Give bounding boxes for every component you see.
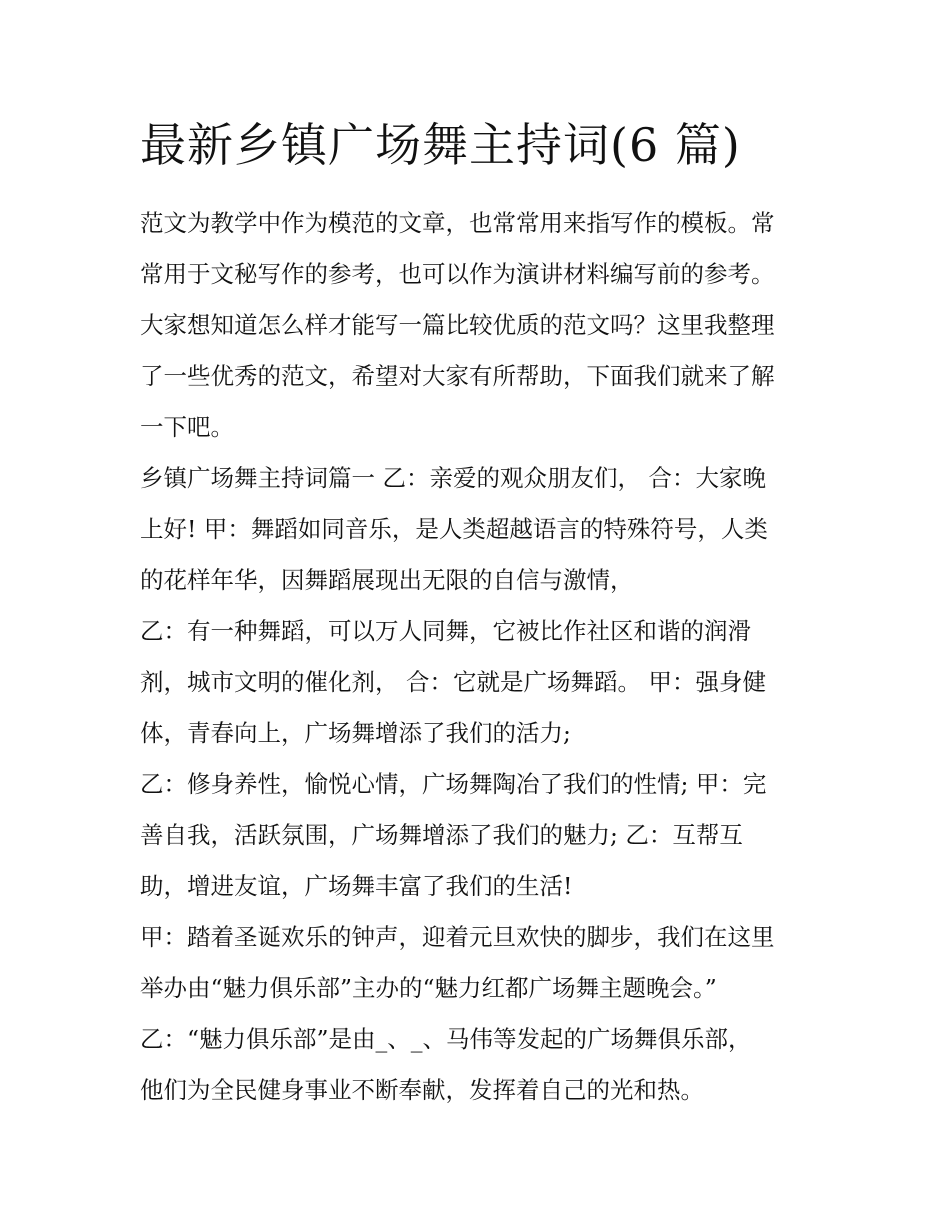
text-line: 他们为全民健身事业不断奉献，发挥着自己的光和热。	[140, 1076, 704, 1104]
paragraph-intro	[140, 198, 812, 453]
document-body	[140, 198, 812, 1116]
paragraph-benefits	[140, 759, 812, 912]
text-line: 乙：修身养性，愉悦心情，广场舞陶冶了我们的性情; 甲：完	[140, 770, 767, 798]
paragraph-opening	[140, 453, 812, 606]
text-line: 上好! 甲：舞蹈如同音乐，是人类超越语言的特殊符号，人类	[140, 515, 768, 543]
paragraph-dance-intro	[140, 606, 812, 759]
text-line: 常用于文秘写作的参考，也可以作为演讲材料编写前的参考。	[140, 260, 775, 288]
text-line: 善自我，活跃氛围，广场舞增添了我们的魅力; 乙：互帮互	[140, 821, 743, 849]
text-line: 一下吧。	[140, 413, 234, 441]
text-line: 乙：有一种舞蹈，可以万人同舞，它被比作社区和谐的润滑	[140, 617, 751, 645]
paragraph-event	[140, 912, 812, 1014]
text-line: 甲：踏着圣诞欢乐的钟声，迎着元旦欢快的脚步，我们在这里	[140, 923, 775, 951]
text-line: 体，青春向上，广场舞增添了我们的活力;	[140, 719, 571, 747]
text-line: 剂，城市文明的催化剂， 合：它就是广场舞蹈。 甲：强身健	[140, 668, 766, 696]
paragraph-club	[140, 1014, 812, 1116]
text-line: 大家想知道怎么样才能写一篇比较优质的范文吗？这里我整理	[140, 311, 775, 339]
text-line: 举办由“魅力俱乐部”主办的“魅力红都广场舞主题晚会。”	[140, 974, 717, 1002]
text-line: 的花样年华，因舞蹈展现出无限的自信与激情，	[140, 566, 634, 594]
text-line: 了一些优秀的范文，希望对大家有所帮助，下面我们就来了解	[140, 362, 775, 390]
text-line: 范文为教学中作为模范的文章，也常常用来指写作的模板。常	[140, 209, 775, 237]
text-line: 乡镇广场舞主持词篇一 乙：亲爱的观众朋友们， 合：大家晚	[140, 464, 766, 492]
text-line: 乙：“魅力俱乐部”是由_、_、马伟等发起的广场舞俱乐部，	[140, 1025, 752, 1053]
document-title: 最新乡镇广场舞主持词(6 篇)	[140, 118, 741, 172]
text-line: 助，增进友谊，广场舞丰富了我们的生活!	[140, 872, 573, 900]
